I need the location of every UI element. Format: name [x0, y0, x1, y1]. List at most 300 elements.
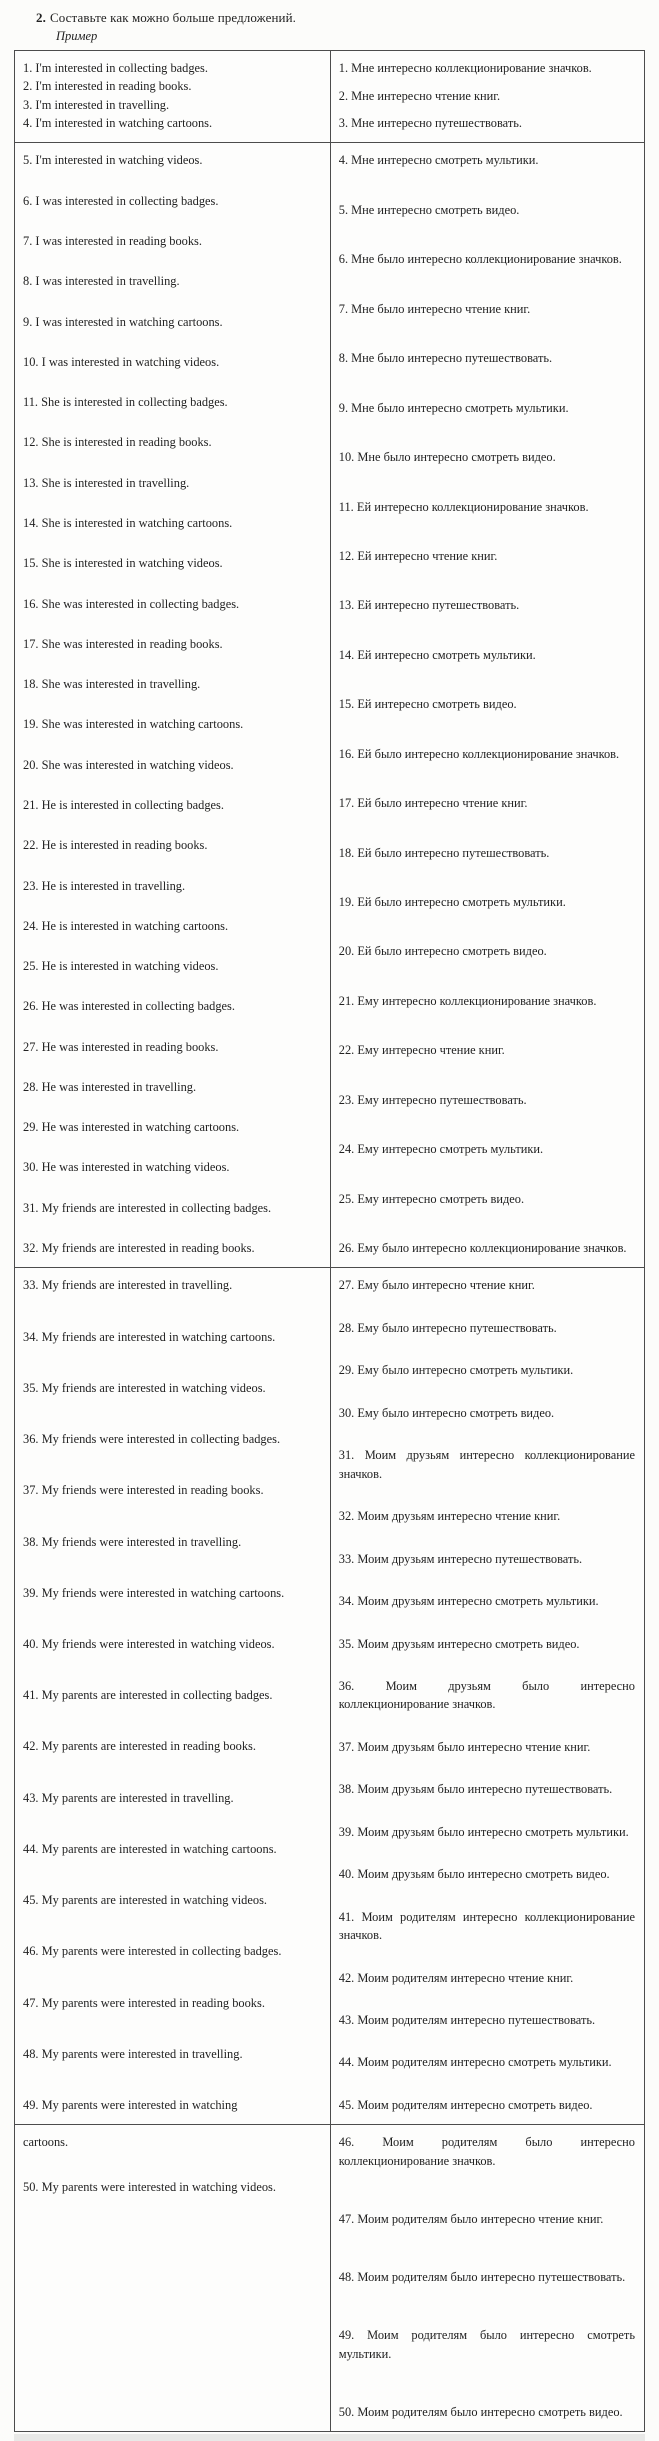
sentence-item [23, 715, 321, 733]
sentence-number: 31. [23, 1200, 39, 1215]
sentence-item [23, 2178, 321, 2196]
sentence-text: She is interested in watching cartoons. [41, 515, 233, 530]
sentence-text: Ей интересно смотреть мультики. [357, 647, 536, 662]
sentence-number: 10. [338, 450, 355, 465]
sentence-item [23, 1789, 321, 1807]
english-column [15, 51, 331, 142]
sentence-text: Моим друзьям было интересно чтение книг. [357, 1739, 591, 1754]
sentence-number: 40. [338, 1867, 355, 1882]
sentence-number: 26. [23, 999, 39, 1014]
sentence-number: 45. [338, 2097, 355, 2112]
sentence-item [339, 1140, 635, 1158]
sentence-number: 18. [338, 845, 355, 860]
sentence-number: 6. [338, 252, 349, 267]
sentence-text: She was interested in watching videos. [41, 757, 234, 772]
sentence-text: I was interested in watching cartoons. [35, 314, 223, 329]
sentence-number: 42. [23, 1739, 39, 1754]
sentence-number: 43. [23, 1790, 39, 1805]
sentence-text: Мне было интересно коллекционирование значков. [351, 252, 622, 267]
sentence-item [23, 1430, 321, 1448]
sentence-number: 2. [23, 79, 33, 94]
sentence-number: 13. [338, 598, 355, 613]
sentence-item [339, 399, 635, 417]
task-text: Составьте как можно больше предложений. [49, 10, 296, 25]
sentence-item [339, 1823, 635, 1841]
sentence-text: My parents were interested in watching videos. [41, 2179, 276, 2194]
sentence-text: Ей интересно смотреть видео. [357, 697, 517, 712]
sentence-text: My friends were interested in watching videos. [41, 1636, 275, 1651]
sentence-number: 11. [338, 499, 354, 514]
sentence-text: My friends were interested in collecting badges. [41, 1432, 281, 1447]
sentence-item [339, 1677, 635, 1714]
sentence-number: 46. [338, 2135, 355, 2150]
russian-column [331, 143, 644, 1267]
task-heading [36, 10, 645, 26]
sentence-number: 16. [338, 746, 355, 761]
sentence-item [339, 151, 635, 169]
sentence-text: My parents are interested in reading books. [41, 1739, 256, 1754]
sentence-text: My friends are interested in watching cartoons. [41, 1329, 276, 1344]
sentence-number: 39. [23, 1585, 39, 1600]
sentence-item [23, 77, 321, 95]
sentence-number: 12. [23, 435, 39, 450]
sentence-text: I'm interested in watching videos. [35, 153, 203, 168]
sentence-text: My parents were interested in watching [41, 2097, 238, 2112]
sentence-item [23, 114, 321, 132]
sentence-item [339, 2210, 635, 2228]
sentence-number: 44. [23, 1841, 39, 1856]
sentence-number: 47. [338, 2212, 355, 2227]
sentence-item [23, 1635, 321, 1653]
sentence-item [23, 1158, 321, 1176]
table-block [14, 1267, 645, 2125]
sentence-item [339, 1361, 635, 1379]
sentence-item [23, 1328, 321, 1346]
sentence-item [23, 554, 321, 572]
sentence-number: 27. [23, 1039, 39, 1054]
sentence-number: 10. [23, 354, 39, 369]
sentence-item [339, 942, 635, 960]
sentence-number: 20. [23, 757, 39, 772]
sentence-number: 43. [338, 2013, 355, 2028]
sentence-item [23, 957, 321, 975]
sentence-number: 32. [338, 1509, 355, 1524]
sentence-item [339, 1738, 635, 1756]
sentence-item [339, 1969, 635, 1987]
sentence-number: 16. [23, 596, 39, 611]
sentence-number: 34. [338, 1594, 355, 1609]
sentence-number: 37. [23, 1483, 39, 1498]
sentence-number: 41. [338, 1909, 355, 1924]
sentence-number: 45. [23, 1893, 39, 1908]
sentence-text: I'm interested in watching cartoons. [35, 116, 213, 131]
sentence-item [23, 514, 321, 532]
sentence-item [339, 2133, 635, 2170]
sentence-text: Моим друзьям было интересно смотреть мультики. [357, 1824, 629, 1839]
sentence-text: Ей интересно коллекционирование значков. [356, 499, 589, 514]
sentence-number: 13. [23, 475, 39, 490]
sentence-text: Моим друзьям интересно смотреть мультики. [357, 1594, 599, 1609]
sentence-item [339, 300, 635, 318]
sentence-text: Ему было интересно смотреть мультики. [357, 1363, 574, 1378]
sentence-number: 14. [338, 647, 355, 662]
sentence-text: Мне было интересно путешествовать. [351, 351, 553, 366]
sentence-item [23, 595, 321, 613]
russian-column [331, 51, 644, 142]
sentence-item [339, 646, 635, 664]
sentence-text: He was interested in collecting badges. [41, 999, 235, 1014]
sentence-item [339, 1550, 635, 1568]
sentence-item [23, 836, 321, 854]
sentence-text: Ему интересно чтение книг. [357, 1043, 505, 1058]
sentence-item [23, 192, 321, 210]
sentence-text: He was interested in watching cartoons. [41, 1120, 240, 1135]
sentence-text: She is interested in reading books. [41, 435, 212, 450]
sentence-item [23, 313, 321, 331]
sentence-item [339, 1592, 635, 1610]
sentence-text: I'm interested in reading books. [35, 79, 192, 94]
sentence-text: My parents are interested in watching videos. [41, 1893, 267, 1908]
sentence-text: Мне интересно смотреть видео. [351, 202, 520, 217]
sentence-number: 49. [338, 2328, 355, 2343]
sentence-item [23, 59, 321, 77]
sentence-item [339, 2403, 635, 2421]
sentence-item [339, 59, 635, 77]
sentence-text: He was interested in travelling. [41, 1079, 197, 1094]
task-number: 2. [36, 10, 46, 25]
sentence-number: 50. [338, 2405, 355, 2420]
sentence-item [339, 201, 635, 219]
sentence-text: Моим родителям было интересно смотреть видео. [357, 2405, 623, 2420]
sentence-text: She was interested in reading books. [41, 636, 223, 651]
sentence-item [339, 2053, 635, 2071]
sentence-text: Ей интересно путешествовать. [357, 598, 520, 613]
sentence-text: I'm interested in travelling. [35, 97, 170, 112]
sentence-item [339, 2326, 635, 2363]
exercise-table [14, 50, 645, 2432]
sentence-text: Ему интересно смотреть мультики. [357, 1142, 544, 1157]
sentence-item [23, 1584, 321, 1602]
sentence-item [339, 596, 635, 614]
sentence-text: Ему было интересно смотреть видео. [357, 1405, 555, 1420]
sentence-number: 23. [338, 1092, 355, 1107]
sentence-number: 18. [23, 677, 39, 692]
sentence-item [23, 96, 321, 114]
sentence-item [23, 796, 321, 814]
sentence-number: 15. [338, 697, 355, 712]
sentence-number: 36. [23, 1432, 39, 1447]
sentence-number: 28. [338, 1320, 355, 1335]
sentence-text: My parents are interested in watching cartoons. [41, 1841, 277, 1856]
sentence-number: 31. [338, 1448, 355, 1463]
sentence-text: Моим родителям было интересно путешествовать. [357, 2270, 626, 2285]
sentence-text: Моим родителям интересно коллекционирование значков. [338, 1909, 635, 1943]
sentence-number: 8. [23, 274, 33, 289]
sentence-text: She was interested in watching cartoons. [41, 717, 244, 732]
sentence-number: 44. [338, 2055, 355, 2070]
sentence-number: 5. [23, 153, 33, 168]
sentence-text: Моим друзьям интересно чтение книг. [357, 1509, 561, 1524]
sentence-number: 32. [23, 1241, 39, 1256]
sentence-number: 8. [338, 351, 349, 366]
sentence-item [23, 1533, 321, 1551]
sentence-number: 30. [23, 1160, 39, 1175]
sentence-text: Ему интересно коллекционирование значков. [357, 993, 597, 1008]
sentence-number: 28. [23, 1079, 39, 1094]
sentence-number: 48. [23, 2046, 39, 2061]
sentence-number: 9. [23, 314, 33, 329]
sentence-item [23, 353, 321, 371]
sentence-item [339, 893, 635, 911]
sentence-number: 48. [338, 2270, 355, 2285]
sentence-text: My parents are interested in collecting badges. [41, 1688, 273, 1703]
sentence-number: 42. [338, 1970, 355, 1985]
sentence-number: 23. [23, 878, 39, 893]
sentence-number: 35. [338, 1636, 355, 1651]
sentence-text: Мне интересно коллекционирование значков. [351, 61, 592, 75]
sentence-text: My friends are interested in reading books. [41, 1241, 255, 1256]
sentence-number: 4. [338, 153, 349, 168]
sentence-number: 3. [23, 97, 33, 112]
sentence-number: 35. [23, 1380, 39, 1395]
sentence-text: He is interested in reading books. [41, 838, 208, 853]
sentence-text: Ей было интересно смотреть видео. [357, 944, 547, 959]
sentence-number: 30. [338, 1405, 355, 1420]
sentence-item [23, 1942, 321, 1960]
sentence-text: He was interested in watching videos. [41, 1160, 230, 1175]
sentence-item [23, 877, 321, 895]
sentence-number: 37. [338, 1739, 355, 1754]
sentence-item [339, 2096, 635, 2114]
sentence-text: Мне было интересно смотреть мультики. [351, 400, 569, 415]
sentence-text: Ей интересно чтение книг. [357, 548, 498, 563]
sentence-number: 20. [338, 944, 355, 959]
sentence-item [339, 1404, 635, 1422]
english-column [15, 1268, 331, 2124]
sentence-text: She was interested in travelling. [41, 677, 201, 692]
sentence-item [23, 675, 321, 693]
sentence-text: I was interested in travelling. [35, 274, 180, 289]
sentence-number: 39. [338, 1824, 355, 1839]
sentence-item [339, 2011, 635, 2029]
sentence-text: I was interested in reading books. [35, 234, 202, 248]
sentence-item [339, 547, 635, 565]
sentence-item [339, 87, 635, 105]
sentence-text: My friends are interested in watching videos. [41, 1380, 266, 1395]
english-column [15, 2125, 331, 2431]
sentence-item [339, 1446, 635, 1483]
sentence-item [23, 1737, 321, 1755]
sentence-number: 5. [338, 202, 349, 217]
sentence-item [339, 448, 635, 466]
sentence-text: My parents were interested in reading books. [41, 1995, 265, 2010]
scan-edge [14, 2434, 645, 2441]
sentence-number: 21. [23, 797, 39, 812]
sentence-text: Ему было интересно чтение книг. [357, 1278, 535, 1293]
sentence-text: My parents are interested in travelling. [41, 1790, 234, 1805]
sentence-item [339, 1041, 635, 1059]
sentence-item [23, 232, 321, 250]
sentence-text: He is interested in collecting badges. [41, 797, 224, 812]
sentence-item [339, 1635, 635, 1653]
sentence-number: 4. [23, 116, 33, 131]
english-column [15, 143, 331, 1267]
sentence-number: 2. [338, 88, 349, 103]
table-block [14, 142, 645, 1268]
sentence-text: Моим друзьям интересно коллекционирование значков. [338, 1448, 635, 1481]
sentence-number: 33. [338, 1551, 355, 1566]
sentence-item [23, 433, 321, 451]
sentence-item [23, 1891, 321, 1909]
sentence-item [339, 1091, 635, 1109]
sentence-text: Ей было интересно коллекционирование значков. [357, 746, 620, 761]
sentence-item [339, 1507, 635, 1525]
sentence-number: 19. [338, 895, 355, 909]
sentence-item [339, 992, 635, 1010]
sentence-item [23, 1379, 321, 1397]
sentence-text: He was interested in reading books. [41, 1039, 219, 1054]
sentence-text: Мне интересно чтение книг. [351, 88, 501, 103]
sentence-number: 12. [338, 548, 355, 563]
sentence-text: Мне интересно путешествовать. [351, 116, 522, 131]
sentence-number: 1. [338, 61, 349, 75]
sentence-text: Моим родителям интересно смотреть видео. [357, 2097, 593, 2112]
sentence-number: 3. [338, 116, 349, 131]
sentence-text: Моим друзьям интересно смотреть видео. [357, 1636, 580, 1651]
sentence-text: My friends were interested in reading books. [41, 1483, 264, 1498]
sentence-item [339, 1276, 635, 1294]
sentence-text: Моим родителям было интересно чтение книг. [357, 2212, 604, 2227]
sentence-text: Мне интересно смотреть мультики. [351, 153, 539, 168]
sentence-text: She was interested in collecting badges. [41, 596, 240, 611]
sentence-text: She is interested in watching videos. [41, 556, 223, 571]
sentence-item [339, 1319, 635, 1337]
sentence-item [23, 1118, 321, 1136]
sentence-text: Моим друзьям было интересно коллекционирование значков. [338, 1679, 635, 1712]
sentence-item [23, 151, 321, 169]
sentence-text: I'm interested in collecting badges. [35, 61, 208, 75]
sentence-item [23, 635, 321, 653]
sentence-number: 27. [338, 1278, 355, 1293]
sentence-number: 14. [23, 515, 39, 530]
sentence-number: 24. [23, 918, 39, 933]
sentence-text: Ему интересно путешествовать. [357, 1092, 527, 1107]
sentence-number: 50. [23, 2179, 39, 2194]
sentence-item [23, 917, 321, 935]
sentence-text: Мне было интересно смотреть видео. [357, 450, 556, 465]
sentence-number: 49. [23, 2097, 39, 2112]
sentence-number: 24. [338, 1142, 355, 1157]
sentence-text: Моим родителям было интересно смотреть мультики. [338, 2328, 635, 2361]
sentence-text: My friends are interested in collecting badges. [41, 1200, 272, 1215]
sentence-text: Моим родителям интересно путешествовать. [357, 2013, 596, 2028]
sentence-text: Ей было интересно смотреть мультики. [357, 895, 566, 909]
sentence-item [339, 1190, 635, 1208]
russian-column [331, 1268, 644, 2124]
sentence-number: 47. [23, 1995, 39, 2010]
sentence-item [339, 498, 635, 516]
sentence-number: 6. [23, 193, 33, 208]
sentence-number: 1. [23, 61, 33, 75]
sentence-number: 38. [338, 1782, 355, 1797]
sentence-text: Моим друзьям было интересно путешествовать. [357, 1782, 613, 1797]
sentence-text: Ему было интересно коллекционирование значков. [357, 1241, 627, 1256]
sentence-number: 25. [338, 1191, 355, 1206]
sentence-item [23, 1481, 321, 1499]
sentence-text: My friends are interested in travelling. [41, 1278, 233, 1293]
sentence-text: Моим друзьям было интересно смотреть видео. [357, 1867, 610, 1882]
sentence-number: 19. [23, 717, 39, 732]
sentence-number: 29. [23, 1120, 39, 1135]
sentence-number: 41. [23, 1688, 39, 1703]
sentence-text: He is interested in watching videos. [41, 959, 219, 974]
table-block [14, 2124, 645, 2432]
sentence-item [339, 250, 635, 268]
sentence-item [23, 2133, 321, 2151]
sentence-text: She is interested in collecting badges. [41, 395, 228, 410]
sentence-item [23, 1239, 321, 1257]
example-label: Пример [56, 29, 98, 43]
sentence-item [23, 1038, 321, 1056]
sentence-text: He is interested in watching cartoons. [41, 918, 229, 933]
sentence-number: 9. [338, 400, 349, 415]
sentence-item [23, 272, 321, 290]
sentence-text: Моим родителям интересно смотреть мультики. [357, 2055, 612, 2070]
sentence-item [339, 1865, 635, 1883]
sentence-text: Ей было интересно путешествовать. [357, 845, 550, 860]
sentence-item [339, 1908, 635, 1945]
sentence-item [339, 114, 635, 132]
sentence-item [23, 756, 321, 774]
sentence-number: 25. [23, 959, 39, 974]
sentence-text: She is interested in travelling. [41, 475, 190, 490]
sentence-item [339, 2268, 635, 2286]
sentence-text: My friends were interested in watching cartoons. [41, 1585, 285, 1600]
sentence-item [23, 1686, 321, 1704]
sentence-number: 7. [338, 301, 349, 316]
sentence-number: 36. [338, 1679, 355, 1694]
sentence-text: cartoons. [23, 2135, 69, 2150]
sentence-text: Мне было интересно чтение книг. [351, 301, 531, 316]
sentence-text: Моим друзьям интересно путешествовать. [357, 1551, 583, 1566]
sentence-item [23, 2096, 321, 2114]
sentence-item [339, 745, 635, 763]
sentence-number: 26. [338, 1241, 355, 1256]
sentence-number: 38. [23, 1534, 39, 1549]
sentence-text: He is interested in travelling. [41, 878, 186, 893]
sentence-text: My parents were interested in travelling. [41, 2046, 243, 2061]
sentence-number: 17. [23, 636, 39, 651]
sentence-text: Ему интересно смотреть видео. [357, 1191, 525, 1206]
sentence-text: My friends were interested in travelling. [41, 1534, 242, 1549]
sentence-number: 40. [23, 1636, 39, 1651]
sentence-number: 15. [23, 556, 39, 571]
sentence-item [339, 695, 635, 713]
sentence-number: 33. [23, 1278, 39, 1293]
sentence-number: 29. [338, 1363, 355, 1378]
sentence-item [339, 349, 635, 367]
sentence-item [23, 393, 321, 411]
sentence-number: 22. [23, 838, 39, 853]
sentence-number: 22. [338, 1043, 355, 1058]
sentence-text: Ему было интересно путешествовать. [357, 1320, 557, 1335]
russian-column [331, 2125, 644, 2431]
table-block [14, 50, 645, 143]
sentence-item [339, 844, 635, 862]
sentence-item [23, 1840, 321, 1858]
sentence-number: 7. [23, 234, 33, 248]
sentence-number: 21. [338, 993, 355, 1008]
